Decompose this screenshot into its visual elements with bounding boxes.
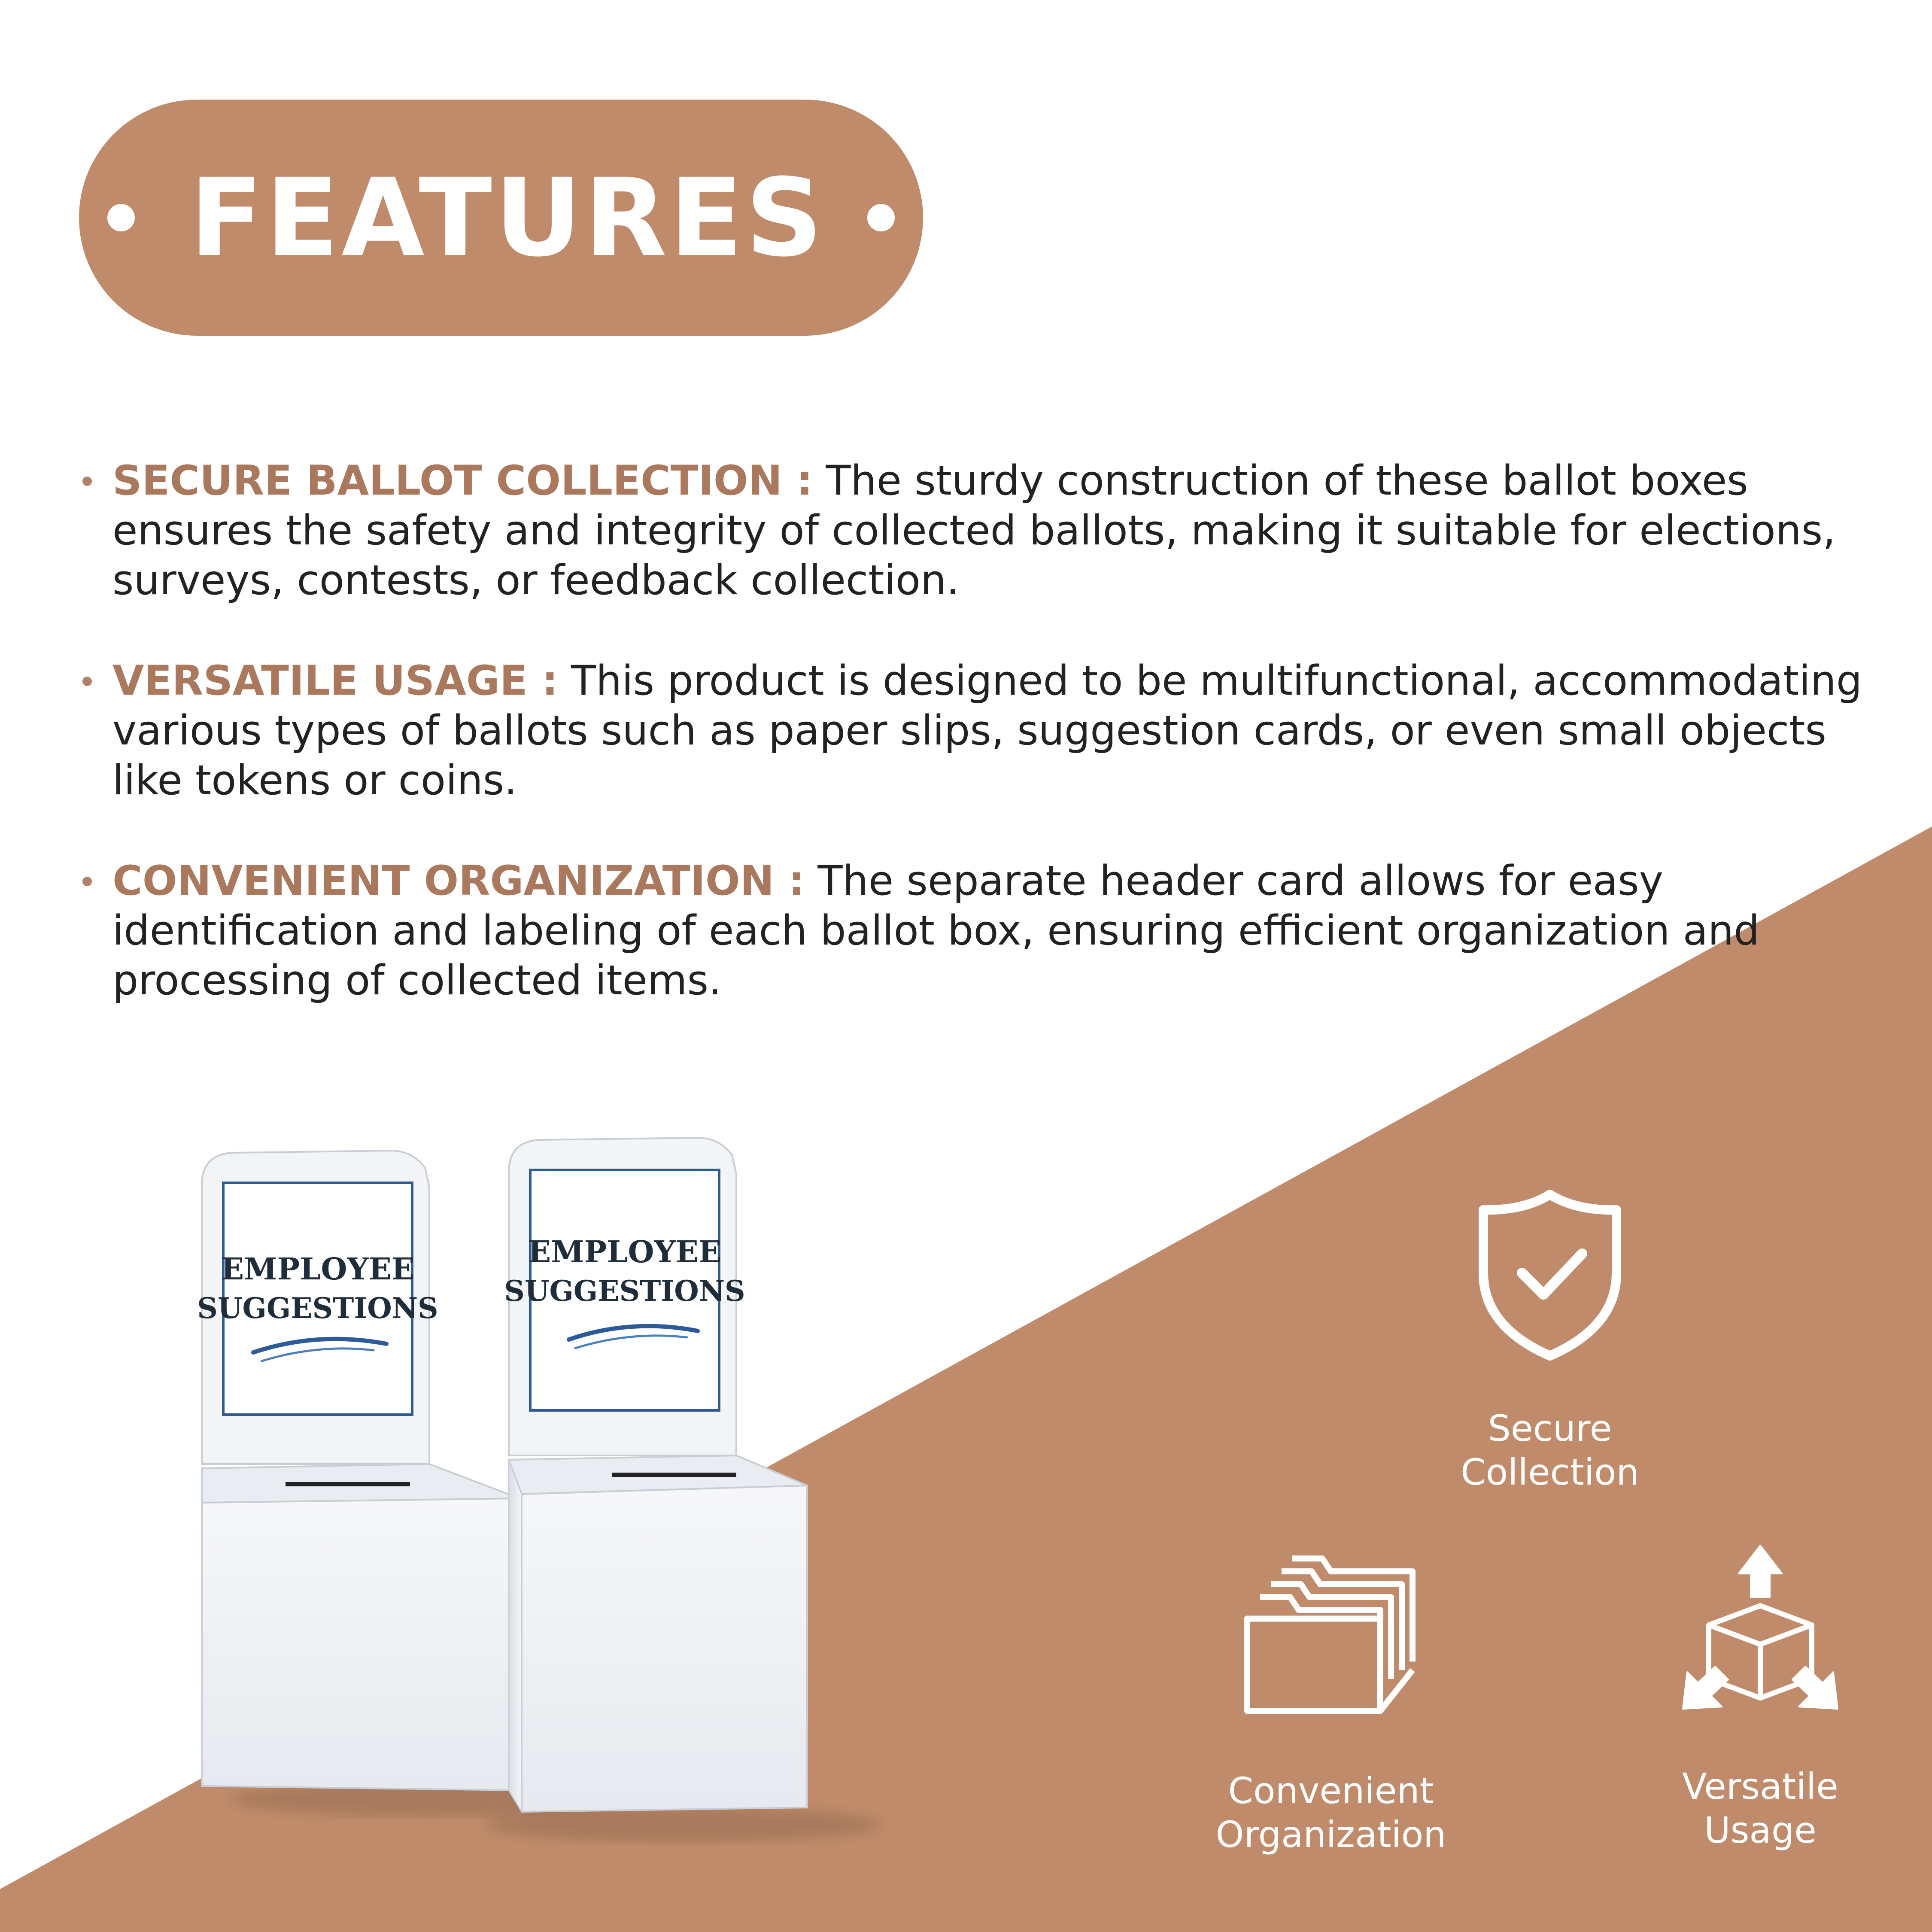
product-image-ballot-boxes (189, 1129, 962, 1863)
sign-text-line2: SUGGESTIONS (197, 1291, 438, 1325)
feature-text: The sturdy construction of these ballot boxes ensures the safety and integrity of collected ballots, making it suitable for elections, surveys, contests, or feedback collection. (112, 457, 1836, 604)
icon-caption-line2: Collection (1461, 1451, 1639, 1493)
icon-caption-line2: Organization (1215, 1814, 1446, 1856)
feature-item-secure-ballot-collection (73, 456, 1889, 605)
bullet-dot (82, 477, 92, 486)
features-list (73, 456, 1889, 1056)
ballot-box-left (197, 1151, 519, 1790)
sign-text-line1: EMPLOYEE (528, 1234, 722, 1270)
folders-icon (1241, 1541, 1421, 1722)
shield-check-icon (1473, 1185, 1627, 1365)
page-title: FEATURES (189, 155, 826, 280)
icon-card-convenient-organization (1194, 1541, 1468, 1856)
feature-item-convenient-organization (73, 856, 1889, 1005)
icon-caption-line1: Convenient (1228, 1770, 1434, 1812)
feature-label: CONVENIENT ORGANIZATION : (112, 857, 805, 905)
title-dot-right (867, 204, 895, 231)
bullet-dot (82, 677, 92, 686)
icon-caption-line1: Secure (1488, 1407, 1612, 1449)
title-banner (79, 100, 923, 336)
sign-text-line1: EMPLOYEE (221, 1251, 415, 1287)
feature-text: This product is designed to be multifunctional, accommodating various types of ballots such as paper slips, suggestion cards, or even small objects like tokens or coins. (112, 657, 1862, 804)
feature-label: VERSATILE USAGE : (112, 657, 558, 705)
icon-caption-line1: Versatile (1682, 1765, 1838, 1807)
icon-card-versatile-usage (1657, 1541, 1863, 1852)
feature-label: SECURE BALLOT COLLECTION : (112, 457, 813, 504)
bullet-dot (82, 877, 92, 886)
feature-text: The separate header card allows for easy identification and labeling of each ballot box, ensuring efficient organization and processing of collected items. (112, 857, 1760, 1004)
sign-text-line2: SUGGESTIONS (504, 1274, 745, 1308)
icon-card-secure-collection (1451, 1185, 1649, 1494)
box-arrows-icon (1674, 1541, 1846, 1722)
icon-caption-line2: Usage (1704, 1809, 1817, 1851)
feature-item-versatile-usage (73, 656, 1889, 805)
ballot-box-right (504, 1138, 807, 1812)
title-dot-left (107, 204, 135, 231)
